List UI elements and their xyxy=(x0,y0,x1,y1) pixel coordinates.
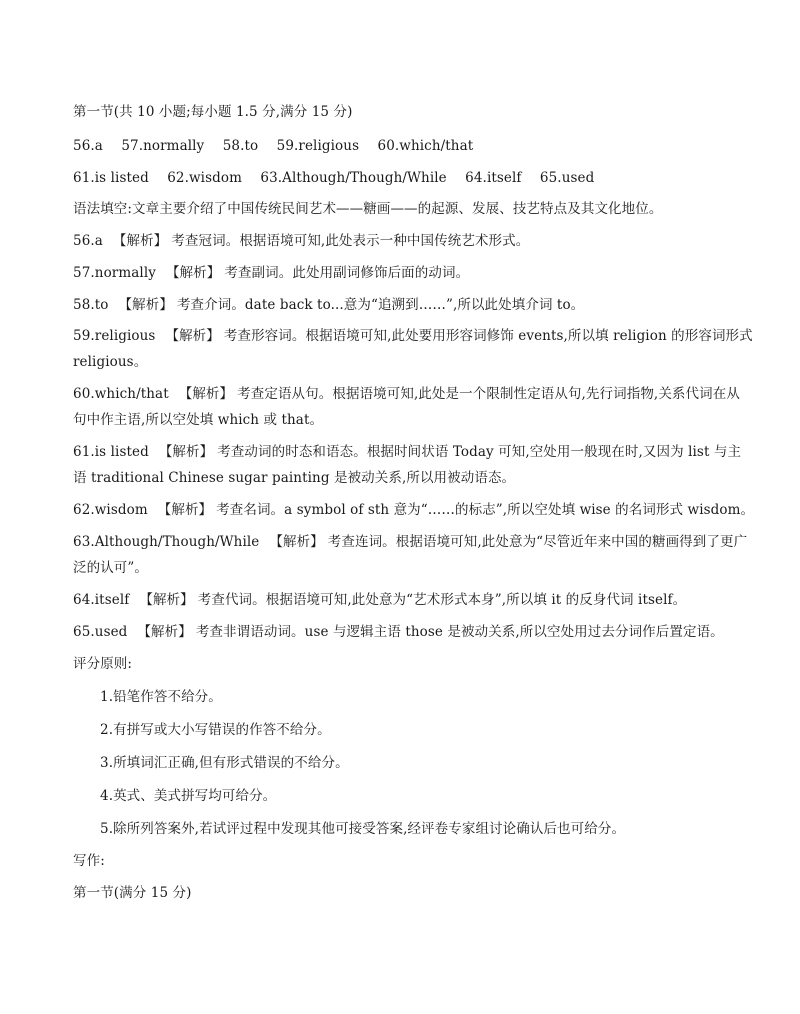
answer-62: 62.wisdom xyxy=(167,170,242,186)
writing-title: 写作: xyxy=(73,853,105,869)
analysis-tag: 【解析】 xyxy=(165,265,221,281)
analysis-tag: 【解析】 xyxy=(178,386,234,402)
explanation-text: 考查定语从句。根据语境可知,此处是一个限制性定语从句,先行词指物,关系代词在从 xyxy=(237,386,740,402)
writing-section-header: 第一节(满分 15 分) xyxy=(73,885,192,901)
scoring-rule-1: 1.铅笔作答不给分。 xyxy=(100,689,222,705)
answer-58: 58.to xyxy=(222,138,259,154)
explanation-text: 考查动词的时态和语态。根据时间状语 Today 可知,空处用一般现在时,又因为 list 与主 xyxy=(217,444,742,460)
explanation-key: 63.Although/Though/While xyxy=(73,534,260,550)
scoring-rule-4: 4.英式、美式拼写均可给分。 xyxy=(100,788,277,804)
scoring-rule-5: 5.除所列答案外,若试评过程中发现其他可接受答案,经评卷专家组讨论确认后也可给分。 xyxy=(100,821,626,837)
explanation-61 xyxy=(73,443,742,461)
passage-intro: 语法填空:文章主要介绍了中国传统民间艺术——糖画——的起源、发展、技艺特点及其文化地位。 xyxy=(73,201,663,217)
scoring-title: 评分原则: xyxy=(73,656,133,672)
answer-65: 65.used xyxy=(539,170,595,186)
explanation-text: 考查副词。此处用副词修饰后面的动词。 xyxy=(224,265,470,281)
explanation-text: 考查非谓语动词。use 与逻辑主语 those 是被动关系,所以空处用过去分词作后置定语。 xyxy=(195,624,724,640)
explanation-56 xyxy=(73,232,733,250)
explanation-57 xyxy=(73,264,733,282)
explanation-59-continued: religious。 xyxy=(73,354,148,370)
answer-57: 57.normally xyxy=(121,138,205,154)
scoring-rule-2: 2.有拼写或大小写错误的作答不给分。 xyxy=(100,722,331,738)
explanation-text: 考查连词。根据语境可知,此处意为“尽管近年来中国的糖画得到了更广 xyxy=(327,534,748,550)
answers-row-1 xyxy=(73,137,733,155)
explanation-text: 考查形容词。根据语境可知,此处要用形容词修饰 events,所以填 religion 的形容词形式 xyxy=(223,328,753,344)
explanation-key: 61.is listed xyxy=(73,444,149,460)
explanation-key: 58.to xyxy=(73,297,109,313)
section-header: 第一节(共 10 小题;每小题 1.5 分,满分 15 分) xyxy=(73,104,353,120)
answers-row-2 xyxy=(73,169,733,187)
answer-63: 63.Although/Though/While xyxy=(260,170,447,186)
scoring-rule-3: 3.所填词汇正确,但有形式错误的不给分。 xyxy=(100,755,349,771)
explanation-text: 考查介词。date back to...意为“追溯到……”,所以此处填介词 to。 xyxy=(176,297,585,313)
analysis-tag: 【解析】 xyxy=(158,444,214,460)
answer-64: 64.itself xyxy=(465,170,522,186)
explanation-65 xyxy=(73,623,733,641)
analysis-tag: 【解析】 xyxy=(139,592,194,608)
explanation-58 xyxy=(73,296,733,314)
explanation-key: 59.religious xyxy=(73,328,156,344)
explanation-63-continued: 泛的认可”。 xyxy=(73,560,149,576)
explanation-60-continued: 句中作主语,所以空处填 which 或 that。 xyxy=(73,412,324,428)
explanation-key: 60.which/that xyxy=(73,386,169,402)
analysis-tag: 【解析】 xyxy=(269,534,324,550)
explanation-61-continued: 语 traditional Chinese sugar painting 是被动关系,所以用被动语态。 xyxy=(73,470,516,486)
analysis-tag: 【解析】 xyxy=(157,502,213,518)
analysis-tag: 【解析】 xyxy=(165,328,220,344)
explanation-text: 考查代词。根据语境可知,此处意为“艺术形式本身”,所以填 it 的反身代词 itself。 xyxy=(197,592,687,608)
analysis-tag: 【解析】 xyxy=(118,297,173,313)
answer-59: 59.religious xyxy=(276,138,360,154)
analysis-tag: 【解析】 xyxy=(137,624,192,640)
explanation-59 xyxy=(73,327,753,345)
explanation-key: 65.used xyxy=(73,624,128,640)
explanation-text: 考查名词。a symbol of sth 意为“……的标志”,所以空处填 wise 的名词形式 wisdom。 xyxy=(216,502,755,518)
explanation-key: 56.a xyxy=(73,233,103,249)
explanation-64 xyxy=(73,591,733,609)
answer-56: 56.a xyxy=(73,138,103,154)
explanation-63 xyxy=(73,533,748,551)
analysis-tag: 【解析】 xyxy=(112,233,168,249)
explanation-62 xyxy=(73,501,755,519)
explanation-key: 57.normally xyxy=(73,265,156,281)
explanation-key: 62.wisdom xyxy=(73,502,148,518)
answer-60: 60.which/that xyxy=(377,138,474,154)
answer-61: 61.is listed xyxy=(73,170,149,186)
explanation-key: 64.itself xyxy=(73,592,130,608)
explanation-60 xyxy=(73,385,740,403)
explanation-text: 考查冠词。根据语境可知,此处表示一种中国传统艺术形式。 xyxy=(171,233,530,249)
